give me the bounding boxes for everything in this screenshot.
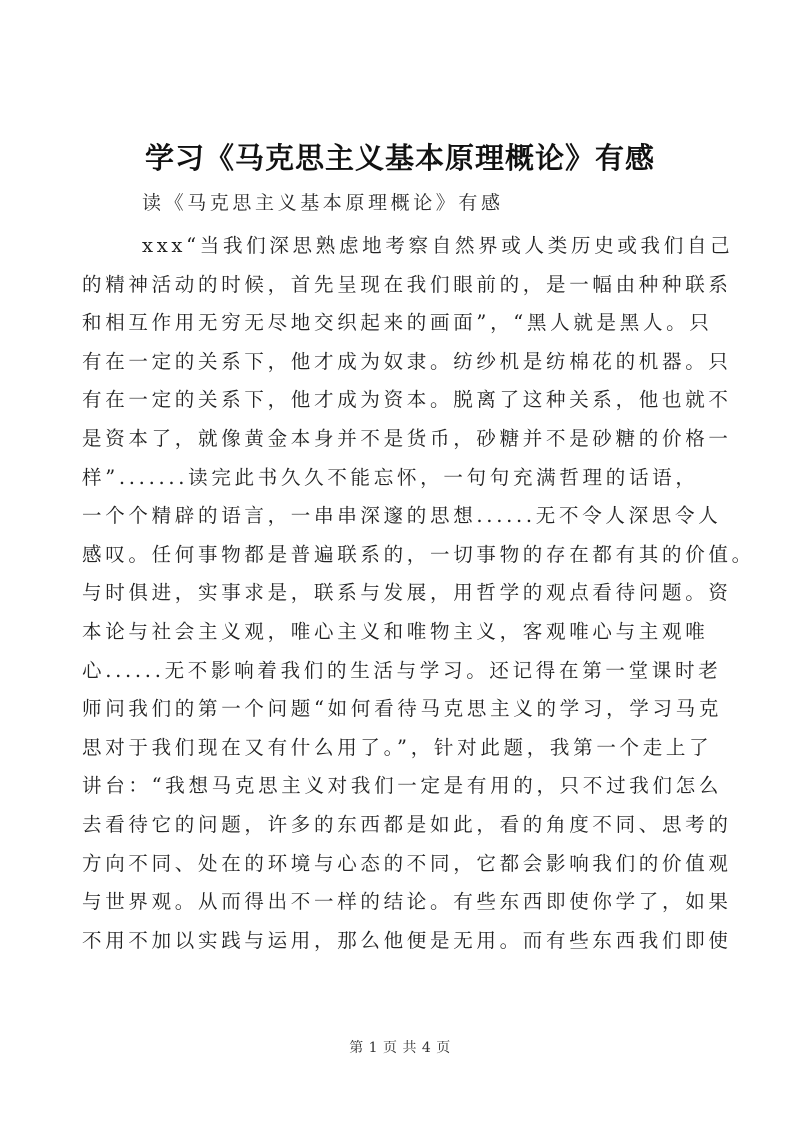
body-line: 一个个精辟的语言，一串串深邃的思想......无不令人深思令人	[82, 504, 722, 528]
body-line: 方向不同、处在的环境与心态的不同，它都会影响我们的价值观	[82, 851, 732, 875]
body-line: 师问我们的第一个问题“如何看待马克思主义的学习，学习马克	[82, 697, 723, 721]
body-paragraph	[82, 227, 755, 960]
body-line: 的精神活动的时候，首先呈现在我们眼前的，是一幅由种种联系	[82, 272, 732, 296]
body-line: 感叹。任何事物都是普遍联系的，一切事物的存在都有其的价值。	[82, 542, 755, 566]
body-line: xxx“当我们深思熟虑地考察自然界或人类历史或我们自己	[142, 234, 734, 257]
body-line: 心......无不影响着我们的生活与学习。还记得在第一堂课时老	[82, 658, 722, 682]
page-number-indicator: 第 1 页 共 4 页	[349, 1040, 451, 1056]
body-line: 与时俱进，实事求是，联系与发展，用哲学的观点看待问题。资	[82, 581, 732, 605]
body-line: 是资本了，就像黄金本身并不是货币，砂糖并不是砂糖的价格一	[82, 426, 732, 450]
body-line: 和相互作用无穷无尽地交织起来的画面”，“黑人就是黑人。只	[82, 311, 713, 335]
body-line: 去看待它的问题，许多的东西都是如此，看的角度不同、思考的	[82, 812, 732, 836]
body-line: 与世界观。从而得出不一样的结论。有些东西即使你学了，如果	[82, 890, 732, 914]
body-line: 讲台：“我想马克思主义对我们一定是有用的，只不过我们怎么	[82, 774, 723, 798]
document-subtitle: 读《马克思主义基本原理概论》有感	[142, 192, 504, 214]
body-line: 本论与社会主义观，唯心主义和唯物主义，客观唯心与主观唯	[82, 619, 709, 643]
body-line: 有在一定的关系下，他才成为资本。脱离了这种关系，他也就不	[82, 388, 732, 412]
document-title: 学习《马克思主义基本原理概论》有感	[144, 141, 655, 175]
body-line: 样”.......读完此书久久不能忘怀，一句句充满哲理的话语，	[82, 465, 699, 489]
body-line: 思对于我们现在又有什么用了。”，针对此题，我第一个走上了	[82, 735, 713, 759]
body-line: 有在一定的关系下，他才成为奴隶。纺纱机是纺棉花的机器。只	[82, 349, 732, 373]
body-line: 不用不加以实践与运用，那么他便是无用。而有些东西我们即使	[82, 928, 732, 952]
